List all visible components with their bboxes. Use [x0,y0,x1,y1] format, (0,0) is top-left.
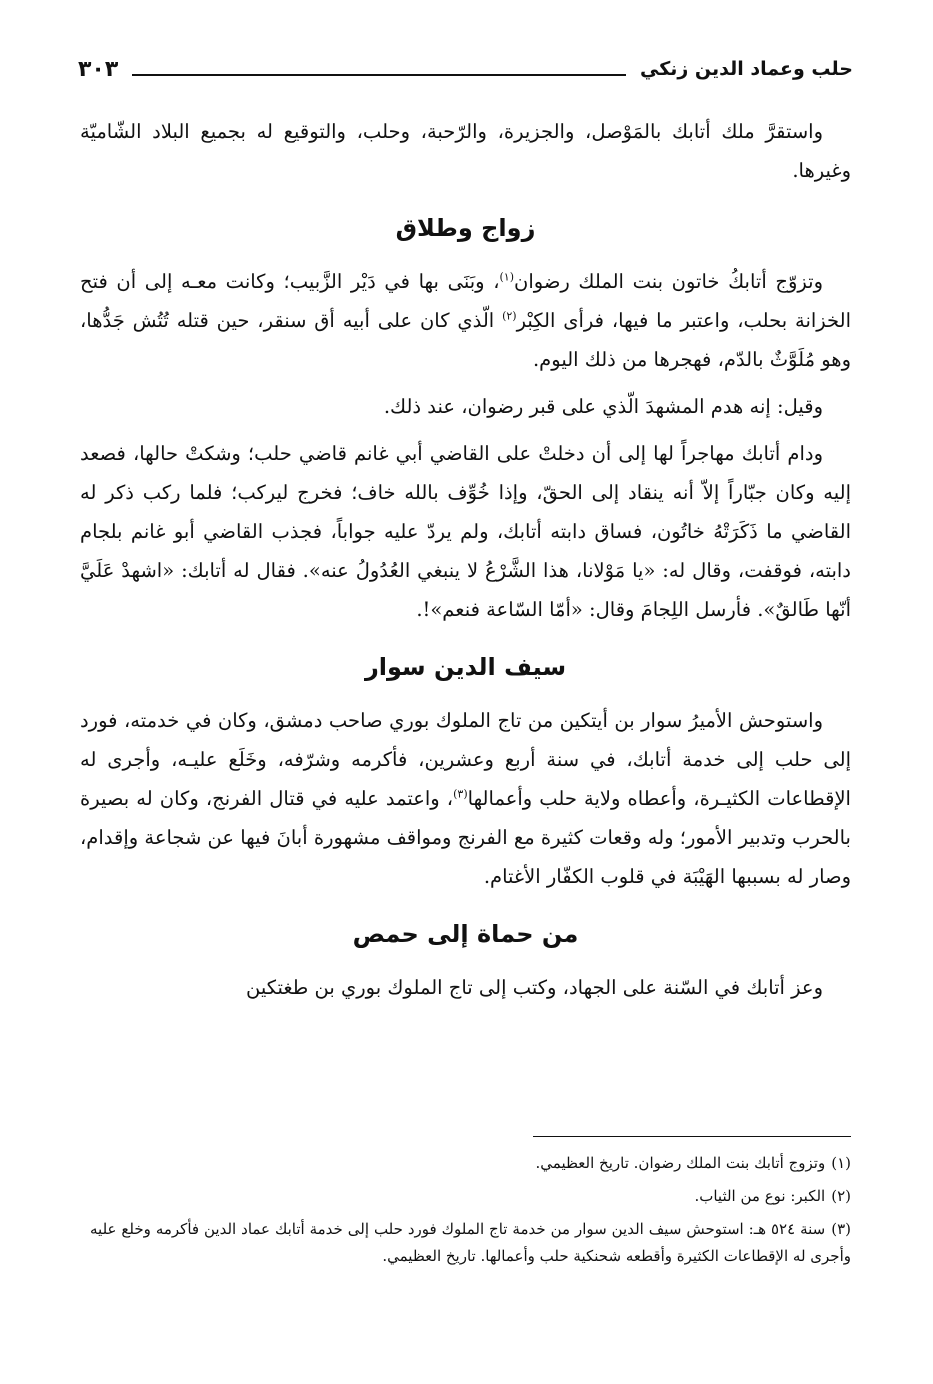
section-title-marriage: زواج وطلاق [395,214,536,242]
paragraph-2-part-a: وتزوّج أتابكُ خاتون بنت الملك رضوان [514,270,823,293]
section-title-hama-to-homs: من حماة إلى حمص [352,920,579,948]
footnote-ref-1[interactable]: (١) [499,270,515,284]
footnote-ref-3[interactable]: (٣) [453,787,468,801]
footnote-text: سنة ٥٢٤ هـ: استوحش سيف الدين سوار من خدمة تاج الملوك فورد حلب إلى خدمة أتابك عماد الدين فأكرمه وخلع عليه وأجرى له الإقطاعات الكثيرة وأقطعه شحنكية حلب وأعمالها. تاريخ العظيمي. [90,1220,851,1265]
footnote-number: (٣) [831,1220,851,1238]
paragraph-2-part-b: ، وبَنَى بها في دَيْر الزَّبيب؛ وكانت معـه إلى أن فتح الخزانة بحلب، واعتبر ما فيها، فرأى الكِبْر [80,270,851,332]
footnotes [90,1150,851,1276]
paragraph-2 [80,262,851,379]
header-title: حلب وعماد الدين زنكي [639,58,853,80]
footnote-text: الكبر: نوع من الثياب. [694,1187,826,1205]
footnote-number: (٢) [831,1187,851,1205]
page-number: ٣٠٣ [78,56,119,82]
header-rule [132,74,626,76]
paragraph-5-part-a: واستوحش الأميرُ سوار بن أيتكين من تاج الملوك بوري صاحب دمشق، وكان في خدمته، فورد إلى حلب إلى خدمة أتابك، في سنة أربع وعشرين، فأكرمه وشرّفه، وخَلَع عليـه، وأجرى له الإقطاعات الكثيـرة، وأعطاه ولاية حلب وأعمالها [80,709,851,810]
paragraph-2-part-c: الّذي كان على أبيه أق سنقر، حين قتله تُتُش جَدُّها، وهو مُلَوَّثٌ بالدّم، فهجرها من ذلك اليوم. [80,309,851,371]
footnote-ref-2[interactable]: (٢) [502,309,517,323]
footnote-text: وتزوج أتابك بنت الملك رضوان. تاريخ العظيمي. [535,1154,826,1172]
paragraph-5 [80,701,851,896]
paragraph-3: وقيل: إنه هدم المشهدَ الّذي على قبر رضوان، عند ذلك. [383,395,823,418]
section-title-sayf-al-din: سيف الدين سوار [364,653,567,681]
footnote-number: (١) [831,1154,851,1172]
footnote-3 [90,1216,851,1270]
footnote-separator [533,1136,851,1137]
paragraph-1: واستقرَّ ملك أتابك بالمَوْصل، والجزيرة، والرّحبة، وحلب، والتوقيع له بجميع البلاد الشّاميّة وغيرها. [80,120,851,182]
main-text [80,112,851,1007]
paragraph-4: ودام أتابك مهاجراً لها إلى أن دخلتْ على القاضي أبي غانم قاضي حلب؛ وشكتْ حالها، فصعد إليه وكان جبّاراً إلاّ أنه ينقاد إلى الحقّ، وإذا خُوِّف بالله خاف؛ فخرج ليركب؛ فلما ركب ذكر له القاضي ما ذَكَرَتْهُ خاتُون، فساق دابته أتابك، ولم يردّ عليه جواباً، فجذب القاضي أبو غانم بلجام دابته، فوقفت، وقال له: «يا مَوْلانا، هذا الشَّرْعُ لا ينبغي العُدُولُ عنه». فقال له أتابك: «اشهدْ عَلَيَّ أنّها طَالقٌ». فأرسل اللِجامَ وقال: «أمّا السّاعة فنعم»!. [80,442,851,621]
paragraph-6: وعز أتابك في السّنة على الجهاد، وكتب إلى تاج الملوك بوري بن طغتكين [245,976,823,999]
footnote-2 [90,1183,851,1210]
paragraph-5-part-b: ، واعتمد عليه في قتال الفرنج، وكان له بصيرة بالحرب وتدبير الأمور؛ وله وقعات كثيرة مع الفرنج ومواقف مشهورة أبانَ فيها عن شجاعة وإقدام، وصار له بسببها الهَيْبَة في قلوب الكفّار الأغتام. [80,787,851,888]
footnote-1 [90,1150,851,1177]
running-header [78,52,853,86]
